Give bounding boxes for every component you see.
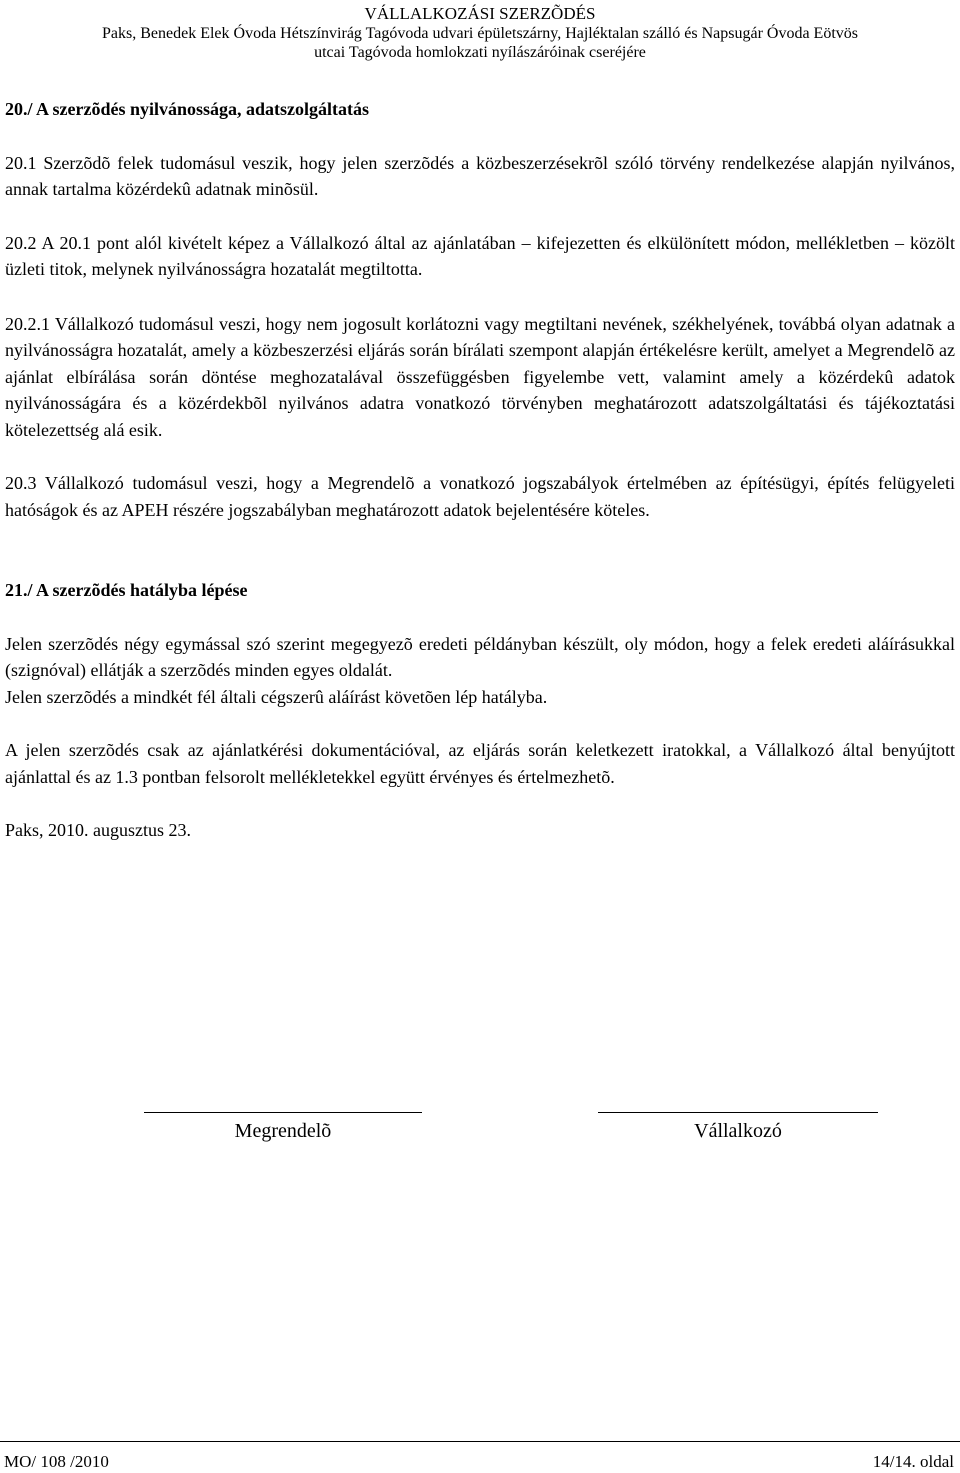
document-subtitle-line-1: Paks, Benedek Elek Óvoda Hétszínvirág Tagóvoda udvari épületszárny, Hajléktalan szálló és Napsugár Óvoda Eötvös (102, 24, 858, 42)
signature-megrendelo (144, 1112, 422, 1143)
signature-line (144, 1112, 422, 1113)
section-21-heading: 21./ A szerzõdés hatályba lépése (5, 580, 248, 600)
paragraph-21-2: Jelen szerzõdés a mindkét fél általi cégszerû aláírást követõen lép hatályba. (5, 686, 548, 707)
place-and-date: Paks, 2010. augusztus 23. (5, 820, 191, 840)
paragraph-20-1: 20.1 Szerzõdõ felek tudomásul veszik, hogy jelen szerzõdés a közbeszerzésekrõl szóló törvény rendelkezése alapján nyilvános, annak tartalma közérdekû adatnak minõsül. (5, 152, 955, 199)
document-title: VÁLLALKOZÁSI SZERZÕDÉS (364, 4, 596, 23)
paragraph-21-3: A jelen szerzõdés csak az ajánlatkérési dokumentációval, az eljárás során keletkezett iratokkal, a Vállalkozó által benyújtott ajánlattal és az 1.3 pontban felsorolt mellékletekkel együtt érvényes és értelmezhetõ. (5, 740, 955, 787)
page-header (0, 4, 960, 63)
page-footer (0, 1441, 960, 1473)
document-subtitle-line-2: utcai Tagóvoda homlokzati nyílászáróinak cseréjére (314, 44, 646, 61)
signature-block (0, 1112, 960, 1152)
document-reference: MO/ 108 /2010 (4, 1452, 109, 1471)
paragraph-20-3: 20.3 Vállalkozó tudomásul veszi, hogy a Megrendelõ a vonatkozó jogszabályok értelmében az építésügyi, építés felügyeleti hatóságok és az APEH részére jogszabályban meghatározott adatok bejelentésére köteles. (5, 473, 955, 520)
paragraph-20-2: 20.2 A 20.1 pont alól kivételt képez a Vállalkozó által az ajánlatában – kifejezetten és elkülönített módon, mellékletben – közölt üzleti titok, melynek nyilvánosságra hozatalát megtiltotta. (5, 232, 955, 279)
page-number: 14/14. oldal (872, 1452, 954, 1471)
signature-vallalkozo (598, 1112, 878, 1143)
paragraph-21-1: Jelen szerzõdés négy egymással szó szerint megegyezõ eredeti példányban készült, oly módon, hogy a felek eredeti aláírásukkal (szignóval) ellátják a szerzõdés minden egyes oldalát. (5, 633, 955, 680)
signature-label-vallalkozo: Vállalkozó (694, 1120, 782, 1142)
section-20-heading: 20./ A szerzõdés nyilvánossága, adatszolgáltatás (5, 99, 370, 119)
paragraph-20-2-1: 20.2.1 Vállalkozó tudomásul veszi, hogy nem jogosult korlátozni vagy megtiltani nevének, székhelyének, továbbá olyan adatnak a nyilvánosságra hozatalát, amely a közbeszerzési eljárás során bírálati szempont alapján értékelésre került, amelyet a Megrendelõ az ajánlat elbírálása során döntése meghozatalával összefüggésben figyelembe vett, valamint amely a közérdekû adatok nyilvánosságára és a közérdekbõl nyilvános adatra vonatkozó törvényben meghatározott adatszolgáltatási és tájékoztatási kötelezettség alá esik. (5, 313, 955, 440)
document-body (5, 96, 955, 844)
signature-label-megrendelo: Megrendelõ (234, 1120, 332, 1142)
signature-line (598, 1112, 878, 1113)
